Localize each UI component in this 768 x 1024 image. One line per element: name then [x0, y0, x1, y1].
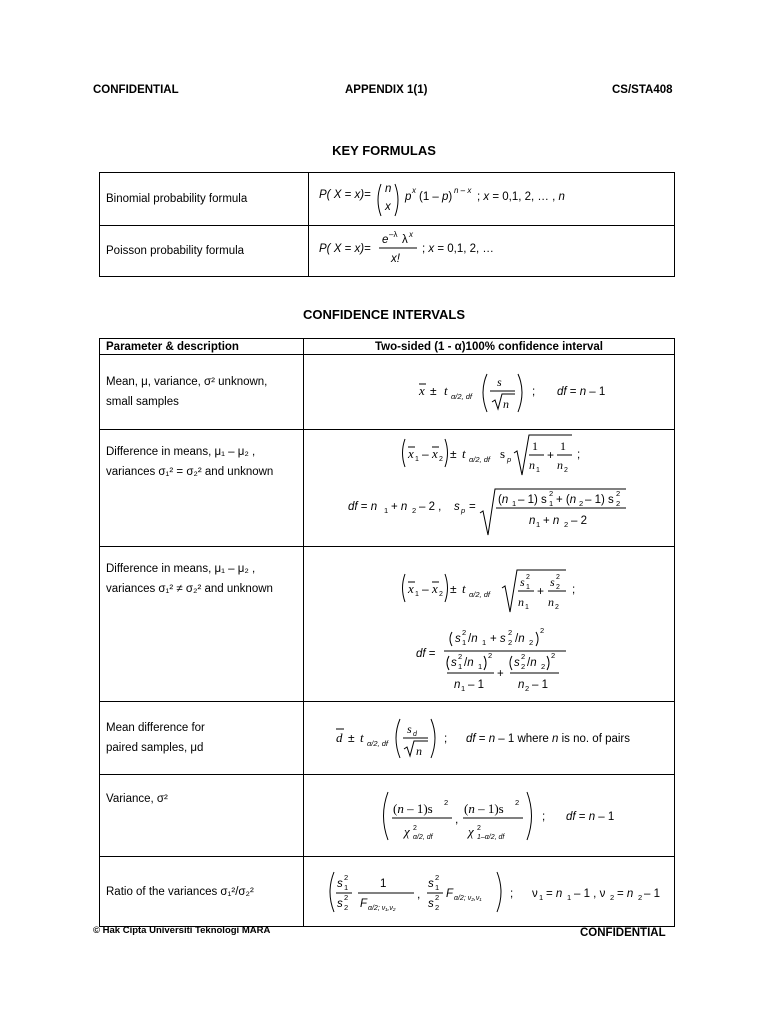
svg-text:2: 2: [488, 651, 493, 660]
svg-text:x: x: [419, 383, 425, 398]
svg-text:1: 1: [536, 467, 540, 474]
svg-text:t: t: [444, 383, 448, 398]
poisson-formula: [309, 226, 675, 277]
footer-confidential: CONFIDENTIAL: [580, 927, 666, 939]
svg-text:1: 1: [435, 882, 440, 892]
svg-text:2: 2: [477, 824, 481, 832]
svg-text:+ n: + n: [391, 501, 408, 513]
svg-text:2: 2: [551, 651, 556, 660]
confidence-intervals-title: CONFIDENCE INTERVALS: [302, 307, 466, 322]
row-variance-label: [100, 775, 304, 857]
table-row: [100, 173, 675, 226]
svg-text:– 2: – 2: [571, 515, 587, 527]
svg-text:2: 2: [556, 584, 560, 591]
svg-text:n: n: [503, 397, 509, 411]
svg-text:1–α/2, df: 1–α/2, df: [477, 833, 505, 841]
svg-text:n: n: [548, 595, 554, 609]
svg-text:2: 2: [508, 628, 513, 637]
svg-text:2: 2: [515, 797, 520, 807]
svg-text:/n: /n: [527, 657, 537, 669]
svg-text:1: 1: [567, 892, 572, 902]
svg-text:n: n: [557, 458, 563, 472]
svg-text:(n – 1)s: (n – 1)s: [393, 800, 433, 816]
svg-text:1: 1: [384, 506, 389, 515]
svg-text:(n – 1)s: (n – 1)s: [464, 800, 504, 816]
svg-text:1: 1: [415, 591, 419, 598]
svg-text:1: 1: [512, 499, 517, 508]
svg-text:=: =: [469, 501, 476, 513]
svg-text:2: 2: [521, 652, 526, 661]
svg-text:;: ;: [510, 887, 514, 900]
svg-text:p: p: [405, 191, 412, 203]
svg-text:2: 2: [638, 892, 643, 902]
svg-text:+: +: [537, 584, 545, 598]
svg-text:,: ,: [417, 886, 421, 901]
svg-text:χ: χ: [468, 823, 474, 839]
svg-text:P( X = x)=: P( X = x)=: [319, 243, 371, 255]
table-row: [100, 702, 675, 775]
svg-text:df = n: df = n: [348, 501, 378, 513]
svg-text:n: n: [454, 679, 461, 691]
svg-text:– 2 ,: – 2 ,: [419, 501, 442, 513]
svg-text:= n: = n: [617, 887, 634, 900]
svg-text:df = n – 1: df = n – 1: [566, 810, 615, 823]
svg-text:d: d: [413, 731, 417, 738]
svg-text:– 1) s: – 1) s: [585, 494, 614, 506]
svg-text:s: s: [407, 722, 412, 736]
row-paired-label: [100, 702, 304, 775]
table-row: [100, 547, 675, 702]
table-header-row: [100, 339, 675, 355]
row-welch-label: [100, 547, 304, 702]
svg-text:s: s: [500, 446, 506, 461]
row-label-line2: variances σ₁² ≠ σ₂² and unknown: [106, 583, 273, 595]
svg-text:2: 2: [529, 638, 534, 647]
svg-text:;: ;: [542, 810, 546, 823]
svg-text:2: 2: [435, 872, 440, 882]
svg-text:t: t: [462, 581, 466, 596]
row-label-line1: Difference in means, μ₁ – μ₂ ,: [106, 563, 256, 575]
svg-text:n: n: [529, 458, 535, 472]
column-header-interval: Two-sided (1 - α)100% confidence interval: [304, 339, 675, 355]
svg-text:1: 1: [532, 439, 538, 453]
svg-text:2: 2: [541, 662, 546, 671]
svg-text:2: 2: [458, 652, 463, 661]
svg-text:2: 2: [344, 892, 349, 902]
row-pooled-label: [100, 430, 304, 547]
svg-text:1: 1: [549, 499, 554, 508]
svg-text:2: 2: [439, 591, 443, 598]
svg-text:s: s: [337, 877, 343, 890]
svg-text:1: 1: [560, 439, 566, 453]
svg-text:;: ;: [444, 733, 448, 745]
table-row: [100, 775, 675, 857]
svg-text:x: x: [408, 446, 414, 461]
svg-text:s: s: [337, 897, 343, 910]
svg-text:x: x: [432, 581, 438, 596]
header-confidential: CONFIDENTIAL: [93, 84, 179, 96]
row-label-line1: Variance, σ²: [106, 793, 168, 805]
pooled-interval-formula: [304, 430, 675, 547]
svg-text:2: 2: [435, 892, 440, 902]
welch-interval-formula: [304, 547, 675, 702]
poisson-label: Poisson probability formula: [100, 226, 309, 277]
svg-text:df =: df =: [416, 648, 436, 660]
svg-text:t: t: [360, 730, 364, 745]
svg-text:+ n: + n: [543, 515, 560, 527]
svg-text:+ s: + s: [490, 633, 506, 645]
svg-text:1: 1: [344, 882, 349, 892]
table-row: [100, 355, 675, 430]
svg-text:s: s: [455, 633, 461, 645]
svg-text:n: n: [385, 183, 392, 195]
svg-text:2: 2: [413, 824, 417, 832]
svg-text:x: x: [385, 201, 391, 213]
svg-text:2: 2: [549, 489, 554, 498]
svg-text:2: 2: [444, 797, 449, 807]
svg-text:– 1: – 1: [468, 679, 484, 691]
svg-text:(1 – p): (1 – p): [419, 191, 453, 203]
row-label-line2: small samples: [106, 396, 179, 408]
svg-text:x: x: [432, 446, 438, 461]
svg-text:– 1: – 1: [532, 679, 548, 691]
svg-text:±: ±: [450, 582, 457, 596]
svg-text:α/2; ν₂,ν₁: α/2; ν₂,ν₁: [454, 894, 482, 902]
svg-text:F: F: [446, 887, 454, 900]
row-label-line1: Ratio of the variances σ₁²/σ₂²: [106, 885, 254, 898]
table-row: [100, 226, 675, 277]
svg-text:2: 2: [344, 902, 349, 912]
row-label-line1: Mean, μ, variance, σ² unknown,: [106, 376, 268, 388]
svg-text:1: 1: [415, 456, 419, 463]
svg-text:1: 1: [380, 877, 387, 890]
svg-text:s: s: [428, 897, 434, 910]
svg-text:x: x: [408, 581, 414, 596]
svg-text:–λ: –λ: [389, 230, 398, 239]
table-row: [100, 857, 675, 927]
svg-text:1: 1: [526, 584, 530, 591]
svg-text:2: 2: [610, 892, 615, 902]
svg-text:d: d: [336, 730, 343, 745]
svg-text:2: 2: [525, 684, 530, 693]
svg-text:n: n: [416, 744, 422, 758]
svg-text:df = n – 1 where n is no. of: df = n – 1 where n is no. of pairs: [466, 733, 631, 745]
svg-text:– 1 , ν: – 1 , ν: [574, 887, 606, 900]
svg-text:(n: (n: [498, 494, 509, 506]
svg-text:±: ±: [430, 384, 437, 398]
svg-text:2: 2: [555, 604, 559, 611]
svg-text:α/2, df: α/2, df: [451, 392, 472, 401]
svg-text:;: ;: [577, 449, 581, 461]
svg-text:α/2, df: α/2, df: [469, 455, 490, 464]
svg-text:; x = 0,1, 2, … , n: ; x = 0,1, 2, … , n: [477, 191, 565, 203]
svg-text:1: 1: [461, 684, 466, 693]
svg-text:n: n: [529, 515, 536, 527]
svg-text:2: 2: [526, 574, 530, 581]
svg-text:2: 2: [435, 902, 440, 912]
svg-text:+: +: [547, 448, 555, 462]
svg-text:±: ±: [348, 731, 355, 745]
svg-text:α/2, df: α/2, df: [413, 833, 433, 841]
row-label-line1: Mean difference for: [106, 722, 205, 734]
svg-text:= n: = n: [546, 887, 563, 900]
header-course-code: CS/STA408: [612, 84, 673, 96]
svg-text:2: 2: [564, 520, 569, 529]
column-header-parameter: Parameter & description: [100, 339, 304, 355]
svg-text:e: e: [382, 234, 389, 246]
row-label-line1: Difference in means, μ₁ – μ₂ ,: [106, 446, 256, 458]
svg-text:1: 1: [478, 662, 483, 671]
svg-text:+: +: [497, 668, 504, 680]
svg-text:2: 2: [462, 628, 467, 637]
svg-text:s: s: [497, 375, 502, 389]
table-row: [100, 430, 675, 547]
svg-text:±: ±: [450, 447, 457, 461]
footer-copyright: © Hak Cipta Universiti Teknologi MARA: [93, 925, 271, 936]
svg-text:– 1: – 1: [644, 887, 660, 900]
confidence-intervals-table: [99, 338, 675, 927]
svg-text:2: 2: [556, 574, 560, 581]
row-mean-label: [100, 355, 304, 430]
svg-text:x: x: [409, 230, 413, 239]
svg-text:λ: λ: [402, 234, 408, 246]
svg-text:/n: /n: [464, 657, 474, 669]
svg-text:t: t: [462, 446, 466, 461]
header-appendix: APPENDIX 1(1): [345, 84, 428, 96]
binomial-formula: [309, 173, 675, 226]
svg-text:α/2, df: α/2, df: [367, 739, 388, 748]
svg-text:; x = 0,1, 2, …: ; x = 0,1, 2, …: [422, 243, 494, 255]
svg-text:2: 2: [344, 872, 349, 882]
svg-text:2: 2: [439, 456, 443, 463]
paired-interval-formula: [304, 702, 675, 775]
svg-text:n – x: n – x: [454, 186, 472, 195]
key-formulas-title: KEY FORMULAS: [332, 143, 436, 158]
svg-text:p: p: [461, 506, 466, 515]
svg-text:,: ,: [455, 811, 459, 826]
svg-text:1: 1: [482, 638, 487, 647]
svg-text:ν: ν: [532, 887, 538, 900]
svg-text:2: 2: [564, 467, 568, 474]
svg-text:s: s: [428, 877, 434, 890]
svg-text:df = n – 1: df = n – 1: [557, 386, 606, 398]
svg-text:1: 1: [525, 604, 529, 611]
key-formulas-table: [99, 172, 675, 277]
svg-text:2: 2: [540, 626, 545, 635]
svg-text:s: s: [451, 657, 457, 669]
svg-text:– 1) s: – 1) s: [518, 494, 547, 506]
ratio-interval-formula: [304, 857, 675, 927]
svg-text:1: 1: [462, 638, 467, 647]
svg-text:s: s: [520, 575, 525, 589]
svg-text:2: 2: [412, 506, 417, 515]
svg-text:χ: χ: [404, 823, 410, 839]
svg-text:P( X = x)=: P( X = x)=: [319, 189, 371, 201]
row-label-line2: paired samples, μd: [106, 742, 204, 754]
svg-text:1: 1: [539, 892, 544, 902]
svg-text:2: 2: [616, 499, 621, 508]
mean-interval-formula: [304, 355, 675, 430]
svg-text:–: –: [422, 582, 429, 596]
svg-text:n: n: [518, 595, 524, 609]
svg-text:2: 2: [508, 638, 513, 647]
svg-text:p: p: [507, 455, 512, 464]
variance-interval-formula: [304, 775, 675, 857]
row-ratio-label: [100, 857, 304, 927]
svg-text:+ (n: + (n: [556, 494, 577, 506]
svg-text:x: x: [412, 186, 416, 195]
svg-text:/n: /n: [468, 633, 478, 645]
svg-text:s: s: [550, 575, 555, 589]
svg-text:;: ;: [572, 584, 576, 596]
svg-text:/n: /n: [515, 633, 525, 645]
svg-text:s: s: [454, 501, 460, 513]
svg-text:α/2; ν₁,ν₂: α/2; ν₁,ν₂: [368, 904, 396, 912]
svg-text:;: ;: [532, 386, 536, 398]
svg-text:2: 2: [579, 499, 584, 508]
svg-text:x!: x!: [391, 253, 400, 265]
svg-text:1: 1: [536, 520, 541, 529]
row-label-line2: variances σ₁² = σ₂² and unknown: [106, 466, 274, 478]
svg-text:α/2, df: α/2, df: [469, 590, 490, 599]
svg-text:n: n: [518, 679, 525, 691]
binomial-label: Binomial probability formula: [100, 173, 309, 226]
svg-text:s: s: [514, 657, 520, 669]
svg-text:–: –: [422, 447, 429, 461]
svg-text:2: 2: [521, 662, 526, 671]
svg-text:F: F: [360, 897, 368, 910]
svg-text:2: 2: [616, 489, 621, 498]
svg-text:1: 1: [458, 662, 463, 671]
